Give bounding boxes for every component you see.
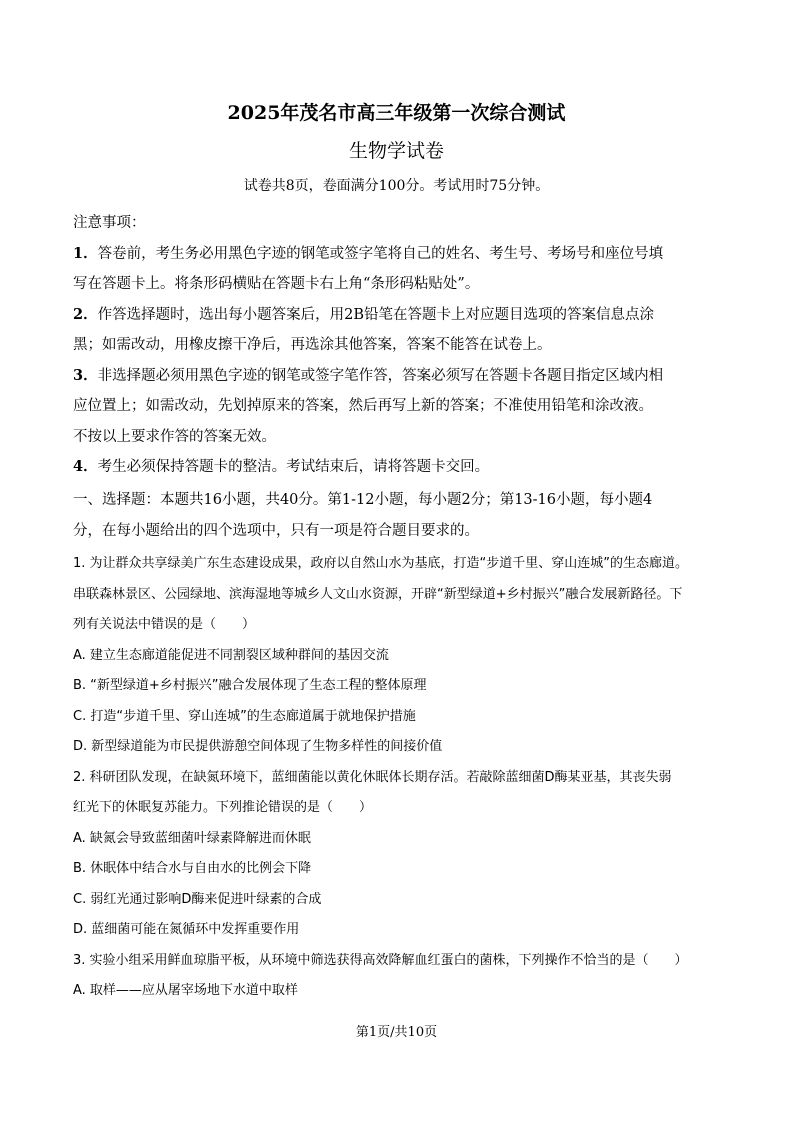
section-line: 分，在每小题给出的四个选项中，只有一项是符合题目要求的。 (73, 522, 479, 539)
note-number: 2． (73, 305, 98, 323)
note-line: 不按以上要求作答的答案无效。 (73, 428, 276, 445)
questions-block (73, 549, 723, 1007)
note-line: 写在答题卡上。将条形码横贴在答题卡右上角“条形码粘贴处”。 (73, 276, 480, 292)
question-1-stem: 列有关说法中错误的是（ ） (73, 617, 256, 632)
question-2-option-b: B. 休眠体中结合水与自由水的比例会下降 (73, 861, 312, 876)
note-item-1 (73, 239, 723, 270)
note-number: 4． (73, 458, 98, 475)
note-number: 3． (73, 366, 98, 384)
note-line: 应位置上；如需改动，先划掉原来的答案，然后再写上新的答案；不准使用铅笔和涂改液。 (73, 398, 653, 414)
question-1-option-b: B. “新型绿道+乡村振兴”融合发展体现了生态工程的整体原理 (73, 678, 427, 693)
question-1-option-a: A. 建立生态廊道能促进不同割裂区域种群间的基因交流 (73, 647, 389, 663)
note-line: 答卷前，考生务必用黑色字迹的钢笔或签字笔将自己的姓名、考生号、考场号和座位号填 (97, 245, 664, 262)
question-1-stem: 串联森林景区、公园绿地、滨海湿地等城乡人文山水资源，开辟“新型绿道+乡村振兴”融合发展新路径。下 (73, 586, 683, 602)
question-3-option-a: A. 取样——应从屠宰场地下水道中取样 (73, 983, 298, 998)
exam-title: 2025年茂名市高三年级第一次综合测试 (227, 102, 566, 124)
section-heading (73, 485, 723, 546)
question-2-option-d: D. 蓝细菌可能在氮循环中发挥重要作用 (73, 922, 300, 937)
question-2-stem: 2. 科研团队发现，在缺氮环境下，蓝细菌能以黄化休眠体长期存活。若敲除蓝细菌D酶某亚基，其丧失弱 (73, 769, 672, 785)
question-2-option-a: A. 缺氮会导致蓝细菌叶绿素降解进而休眠 (73, 830, 311, 846)
note-item-3 (73, 361, 723, 392)
section-line: 一、选择题：本题共16小题，共40分。第1-12小题，每小题2分；第13-16小题，每小题4 (73, 492, 653, 508)
exam-info: 试卷共8页，卷面满分100分。考试用时75分钟。 (243, 178, 550, 194)
question-2-option-c: C. 弱红光通过影响D酶来促进叶绿素的合成 (73, 891, 322, 907)
question-1-option-d: D. 新型绿道能为市民提供游憩空间体现了生物多样性的间接价值 (73, 739, 443, 754)
question-2-stem: 红光下的休眠复苏能力。下列推论错误的是（ ） (73, 800, 373, 815)
note-line: 作答选择题时，选出每小题答案后，用2B铅笔在答题卡上对应题目选项的答案信息点涂 (97, 306, 654, 323)
question-1-option-c: C. 打造“步道千里、穿山连城”的生态廊道属于就地保护措施 (73, 708, 416, 724)
note-line: 非选择题必须用黑色字迹的钢笔或签字笔作答，答案必须写在答题卡各题目指定区域内相 (97, 367, 664, 384)
note-line: 黑；如需改动，用橡皮擦干净后，再选涂其他答案，答案不能答在试卷上。 (73, 337, 552, 353)
note-number: 1． (73, 244, 98, 262)
exam-subtitle: 生物学试卷 (348, 140, 444, 162)
notes-heading: 注意事项： (73, 215, 146, 231)
notes-block (73, 208, 723, 483)
question-1-stem: 1. 为让群众共享绿美广东生态建设成果，政府以自然山水为基底，打造“步道千里、穿山连城”的生态廊道。 (73, 556, 689, 571)
question-3-stem: 3. 实验小组采用鲜血琼脂平板，从环境中筛选获得高效降解血红蛋白的菌株，下列操作不恰当的是（ ） (73, 952, 688, 968)
note-line: 考生必须保持答题卡的整洁。考试结束后，请将答题卡交回。 (97, 459, 490, 475)
note-item-2 (73, 300, 723, 331)
page-footer: 第1页/共10页 (355, 1025, 438, 1040)
note-item-4 (73, 452, 723, 483)
